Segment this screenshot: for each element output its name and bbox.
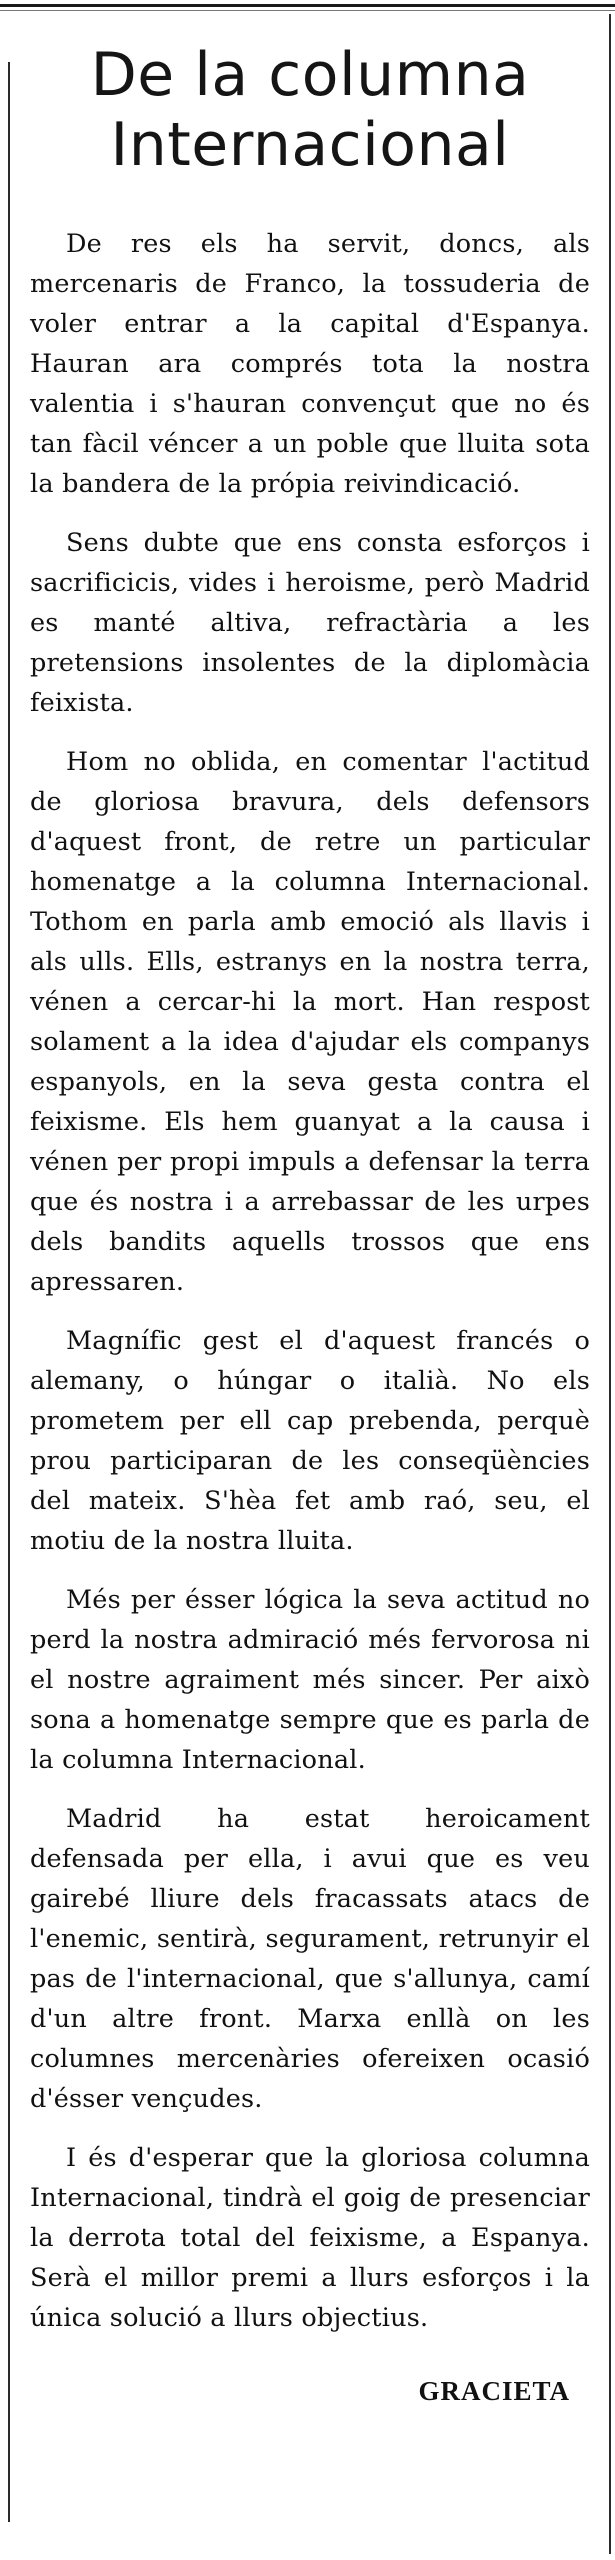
author-signature: GRACIETA — [418, 2376, 570, 2406]
article — [30, 40, 590, 2407]
right-column-rule — [609, 14, 611, 2554]
top-rule-thin — [0, 10, 615, 11]
article-paragraph-4: Magnífic gest el d'aquest francés o alemany, o húngar o italià. No els prometem per ell cap prebenda, perquè prou participaran de les conseqüències del mateix. S'hèa fet amb raó, seu, el motiu de la nostra lluita. — [30, 1326, 590, 1556]
article-paragraph-7: I és d'esperar que la gloriosa columna Internacional, tindrà el goig de presenciar la derrota total del feixisme, a Espanya. Serà el millor premi a llurs esforços i la única solució a llurs objectius. — [30, 2143, 590, 2333]
article-paragraph-5: Més per ésser lógica la seva actitud no perd la nostra admiració més fervorosa ni el nostre agraiment més sincer. Per això sona a homenatge sempre que es parla de la columna Internacional. — [30, 1585, 590, 1775]
article-title-line-2: Internacional — [110, 110, 510, 180]
article-paragraph-3: Hom no oblida, en comentar l'actitud de gloriosa bravura, dels defensors d'aquest front, de retre un particular homenatge a la columna Internacional. Tothom en parla amb emoció als llavis i als ulls. Ells, estranys en la nostra terra, vénen a cercar-hi la mort. Han respost solament a la idea d'ajudar els companys espanyols, en la seva gesta contra el feixisme. Els hem guanyat a la causa i vénen per propi impuls a defensar la terra que és nostra i a arrebassar de les urpes dels bandits aquells trossos que ens apressaren. — [30, 747, 590, 1297]
left-column-rule — [8, 62, 10, 2522]
top-rule — [0, 4, 615, 7]
article-paragraph-6: Madrid ha estat heroicament defensada per ella, i avui que es veu gairebé lliure dels fracassats atacs de l'enemic, sentirà, segurament, retrunyir el pas de l'internacional, que s'allunya, camí d'un altre front. Marxa enllà on les columnes mercenàries ofereixen ocasió d'ésser vençudes. — [30, 1804, 590, 2114]
article-paragraph-2: Sens dubte que ens consta esforços i sacrificicis, vides i heroisme, però Madrid es manté altiva, refractària a les pretensions insolentes de la diplomàcia feixista. — [30, 528, 590, 718]
article-title-line-1: De la columna — [90, 40, 530, 110]
article-title — [30, 40, 590, 180]
article-paragraph-1: De res els ha servit, doncs, als mercenaris de Franco, la tossuderia de voler entrar a la capital d'Espanya. Hauran ara comprés tota la nostra valentia i s'hauran convençut que no és tan fàcil véncer a un poble que lluita sota la bandera de la própia reivindicació. — [30, 229, 590, 499]
